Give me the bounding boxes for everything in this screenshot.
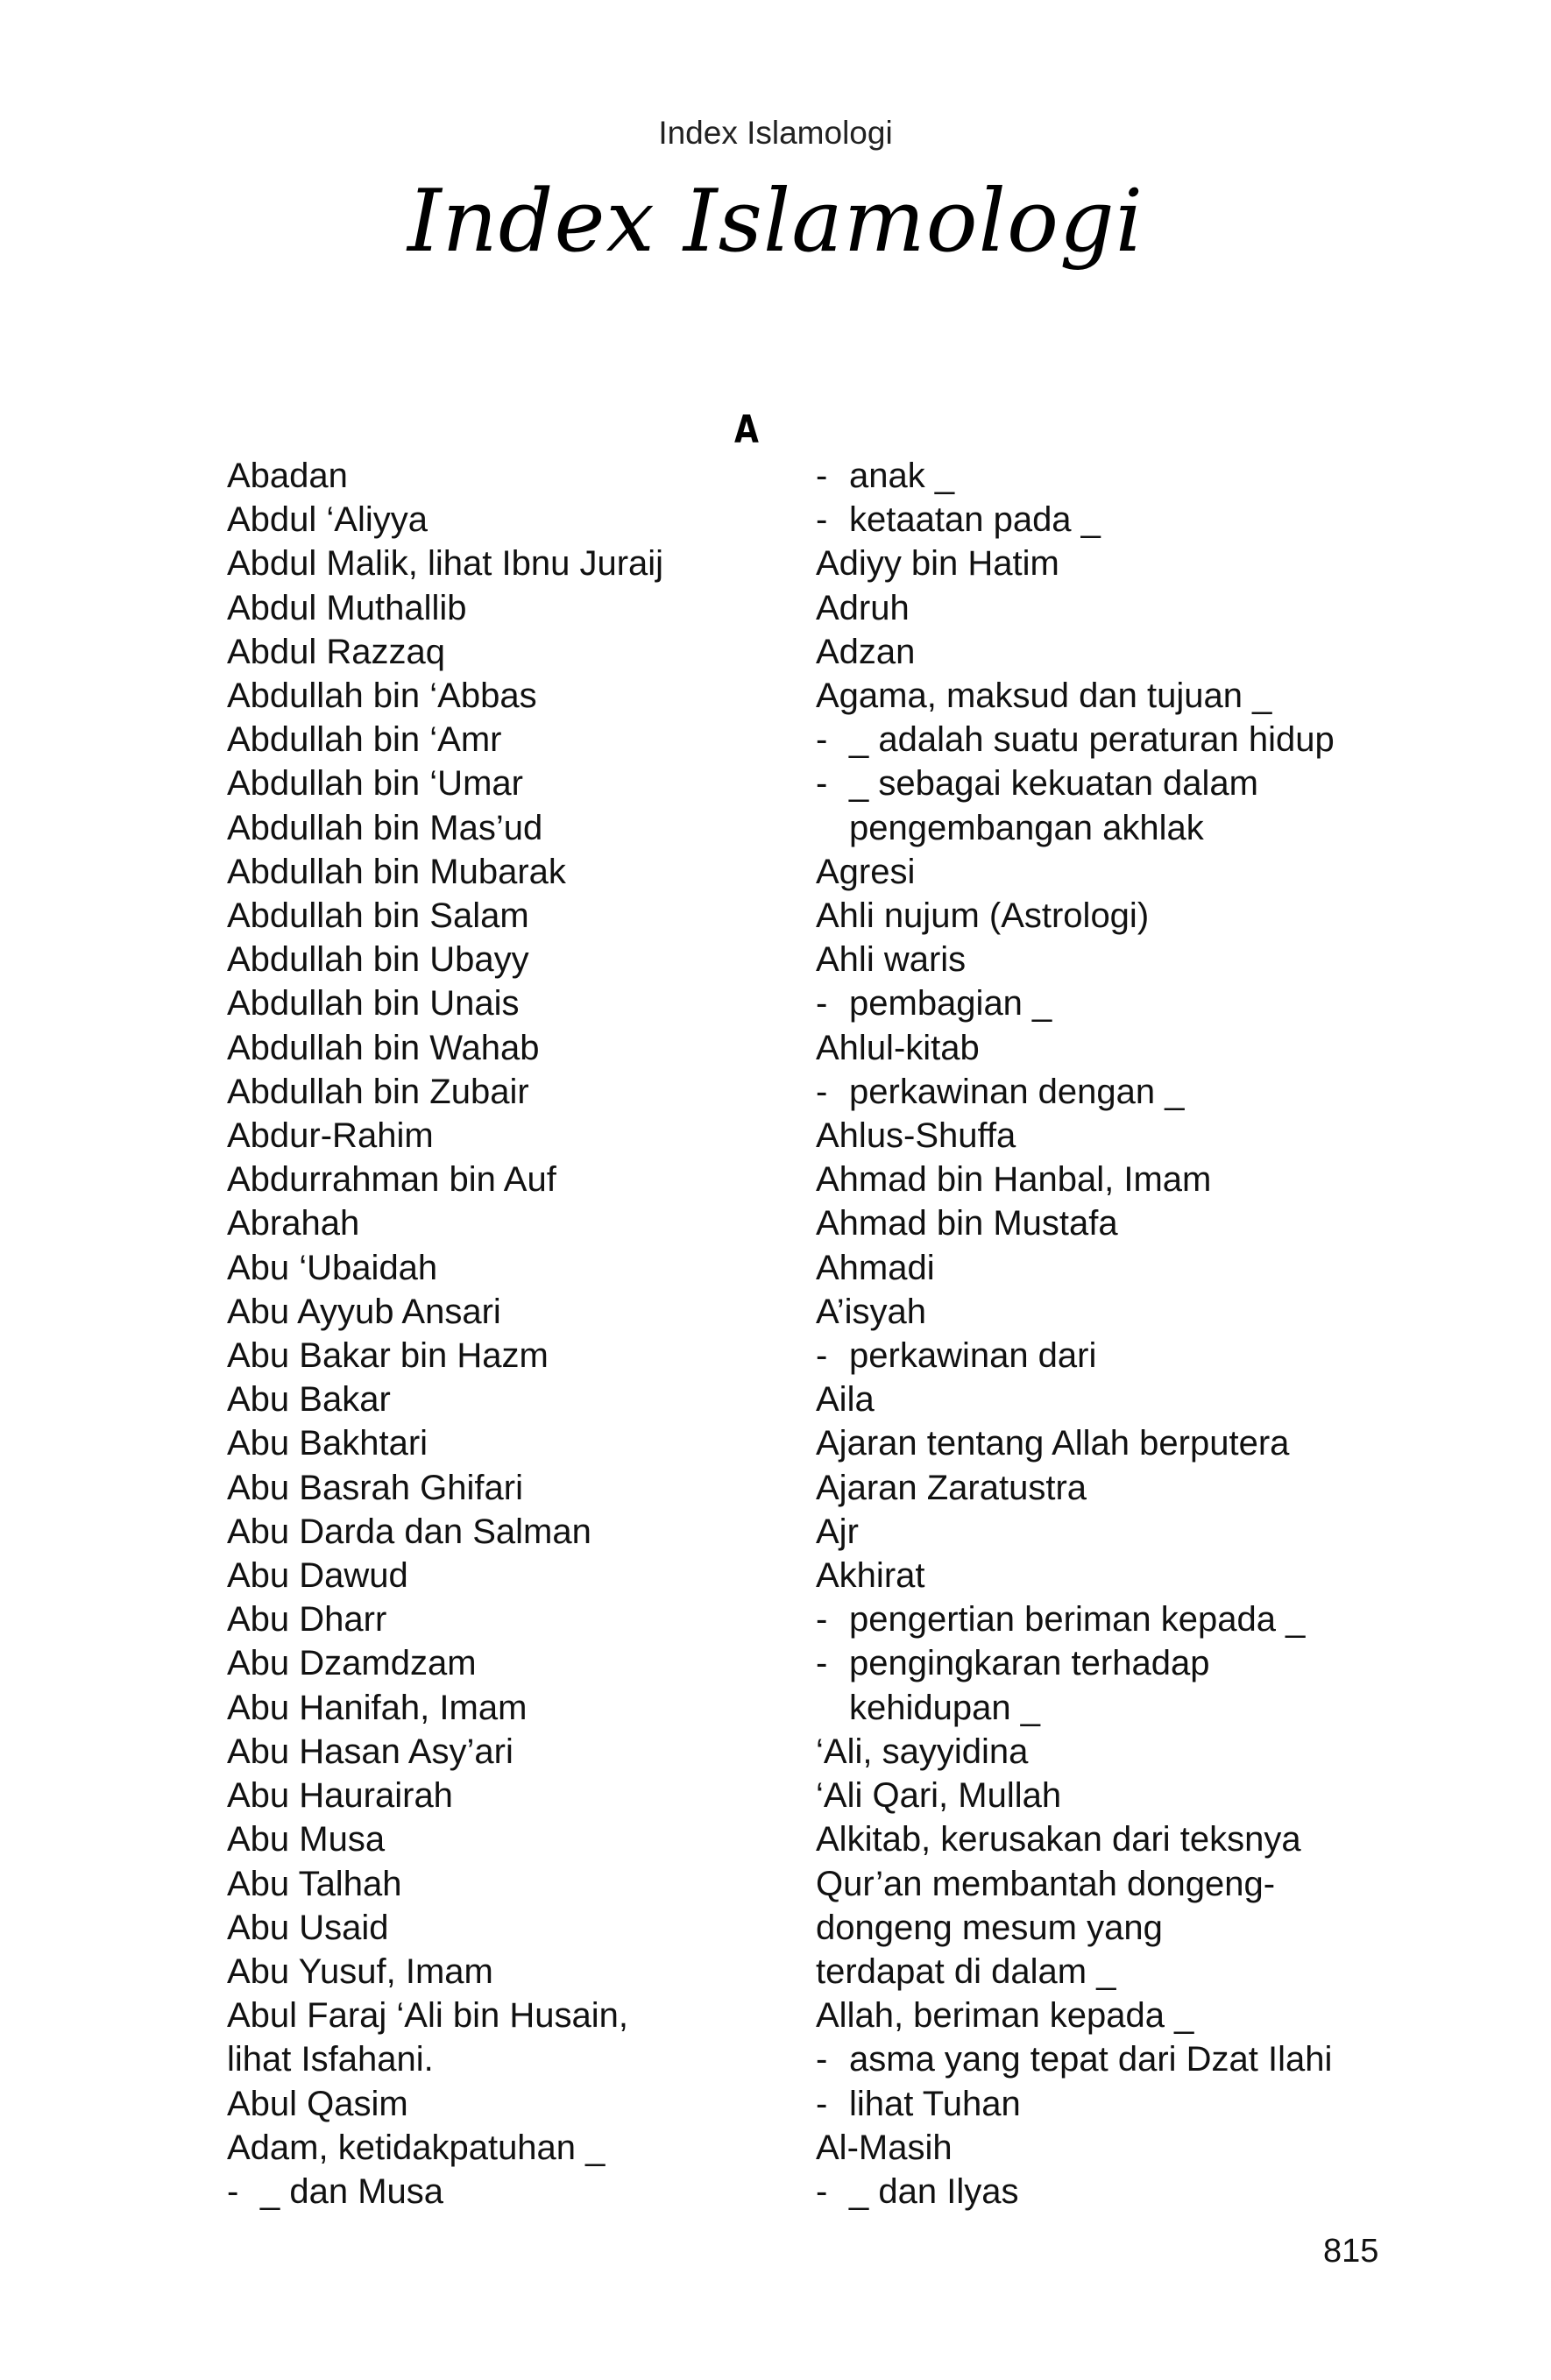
entry-text: Abul Faraj ‘Ali bin Husain, xyxy=(227,1996,628,2036)
entry-text: Abu Hasan Asy’ari xyxy=(227,1732,513,1771)
entry-text: Abu Basrah Ghifari xyxy=(227,1468,523,1507)
entry-text: Abul Qasim xyxy=(227,2084,408,2123)
entry-text: terdapat di dalam _ xyxy=(816,1951,1116,1991)
index-entry xyxy=(816,850,1377,894)
index-entry xyxy=(227,586,788,630)
index-entry xyxy=(816,2126,1377,2170)
subentry-dash: - xyxy=(227,2171,239,2211)
entry-text: Abu Haurairah xyxy=(227,1776,453,1816)
entry-text: Ahli waris xyxy=(816,940,967,980)
index-subentry xyxy=(816,1597,1377,1641)
entry-text: Ahlul-kitab xyxy=(816,1028,980,1067)
entry-text: _ sebagai kekuatan dalam xyxy=(849,764,1258,804)
entry-text: _ dan Musa xyxy=(260,2171,444,2211)
index-entry xyxy=(227,1906,788,1950)
index-entry xyxy=(816,1774,1377,1817)
section-letter: A xyxy=(734,407,759,452)
index-entry xyxy=(816,630,1377,674)
subentry-dash: - xyxy=(816,984,828,1024)
index-subentry xyxy=(816,454,1377,498)
entry-text: Abu Musa xyxy=(227,1820,386,1859)
entry-text: Abdullah bin Ubayy xyxy=(227,940,529,980)
index-subentry xyxy=(816,2082,1377,2126)
index-subentry xyxy=(816,761,1377,805)
index-entry xyxy=(227,1994,788,2037)
index-subentry xyxy=(816,1334,1377,1378)
entry-text: Adruh xyxy=(816,588,910,627)
entry-text: Abu Dzamdzam xyxy=(227,1644,477,1683)
entry-text: Adiyy bin Hatim xyxy=(816,544,1059,584)
index-entry xyxy=(227,498,788,542)
index-subentry xyxy=(816,718,1377,761)
entry-text: Abdullah bin Unais xyxy=(227,984,520,1024)
entry-text: Abu Talhah xyxy=(227,1864,402,1903)
index-entry xyxy=(227,2037,788,2081)
index-entry xyxy=(816,1950,1377,1994)
index-entry xyxy=(816,1554,1377,1597)
index-entry xyxy=(227,454,788,498)
entry-text: Abdullah bin Mas’ud xyxy=(227,808,543,847)
index-entry xyxy=(816,586,1377,630)
entry-text: Akhirat xyxy=(816,1556,925,1596)
entry-text: _ dan Ilyas xyxy=(849,2171,1019,2211)
entry-text: Ajr xyxy=(816,1512,859,1551)
index-entry xyxy=(227,1114,788,1158)
index-entry xyxy=(816,938,1377,981)
entry-text: lihat Tuhan xyxy=(849,2084,1021,2123)
entry-text: pembagian _ xyxy=(849,984,1052,1024)
entry-text: Abu Dharr xyxy=(227,1600,387,1640)
subentry-dash: - xyxy=(816,764,828,804)
index-subentry xyxy=(816,498,1377,542)
index-entry xyxy=(816,1730,1377,1774)
entry-text: Qur’an membantah dongeng- xyxy=(816,1864,1276,1903)
index-entry xyxy=(227,1070,788,1114)
index-entry xyxy=(816,1201,1377,1245)
index-entry xyxy=(227,1554,788,1597)
entry-text: Ajaran Zaratustra xyxy=(816,1468,1087,1507)
index-entry xyxy=(227,1421,788,1465)
index-entry xyxy=(816,674,1377,718)
entry-text: Abdul Muthallib xyxy=(227,588,467,627)
index-entry xyxy=(227,1641,788,1685)
entry-text: Ahmadi xyxy=(816,1248,935,1287)
index-column-right xyxy=(816,454,1377,2214)
entry-text: Ahmad bin Mustafa xyxy=(816,1204,1118,1243)
entry-text: Allah, beriman kepada _ xyxy=(816,1996,1194,2036)
entry-text: Abdullah bin ‘Amr xyxy=(227,720,502,760)
index-subentry xyxy=(816,981,1377,1025)
entry-text: Abdurrahman bin Auf xyxy=(227,1160,556,1200)
page-number: 815 xyxy=(1323,2233,1379,2270)
index-entry xyxy=(816,806,1377,850)
entry-text: pengertian beriman kepada _ xyxy=(849,1600,1306,1640)
entry-text: Abdullah bin ‘Umar xyxy=(227,764,523,804)
index-entry xyxy=(227,2126,788,2170)
index-entry xyxy=(816,894,1377,938)
entry-text: Abdur-Rahim xyxy=(227,1116,434,1156)
subentry-dash: - xyxy=(816,2040,828,2079)
entry-text: Abu ‘Ubaidah xyxy=(227,1248,438,1287)
index-entry xyxy=(227,1730,788,1774)
index-entry xyxy=(816,1026,1377,1070)
entry-text: Abdullah bin ‘Abbas xyxy=(227,676,537,716)
entry-text: Abdullah bin Mubarak xyxy=(227,852,566,891)
entry-text: Adzan xyxy=(816,632,916,671)
index-entry xyxy=(227,2082,788,2126)
index-entry xyxy=(227,542,788,585)
subentry-dash: - xyxy=(816,2084,828,2123)
entry-text: perkawinan dengan _ xyxy=(849,1072,1185,1111)
index-entry xyxy=(227,894,788,938)
entry-text: Abu Bakar xyxy=(227,1380,391,1420)
entry-text: Alkitab, kerusakan dari teksnya xyxy=(816,1820,1301,1859)
entry-text: pengingkaran terhadap xyxy=(849,1644,1210,1683)
entry-text: Abu Ayyub Ansari xyxy=(227,1292,501,1331)
entry-text: pengembangan akhlak xyxy=(849,808,1204,847)
index-entry xyxy=(227,850,788,894)
entry-text: ketaatan pada _ xyxy=(849,500,1101,540)
index-entry xyxy=(816,1817,1377,1861)
entry-text: Abu Usaid xyxy=(227,1908,389,1947)
entry-text: Agama, maksud dan tujuan _ xyxy=(816,676,1272,716)
entry-text: Aila xyxy=(816,1380,875,1420)
index-entry xyxy=(227,1597,788,1641)
index-entry xyxy=(816,1862,1377,1906)
entry-text: Ahli nujum (Astrologi) xyxy=(816,896,1150,936)
entry-text: Abu Hanifah, Imam xyxy=(227,1688,528,1727)
entry-text: _ adalah suatu peraturan hidup xyxy=(849,720,1335,760)
index-entry xyxy=(816,1378,1377,1421)
index-entry xyxy=(227,1378,788,1421)
index-entry xyxy=(227,1774,788,1817)
entry-text: Agresi xyxy=(816,852,916,891)
index-entry xyxy=(227,1466,788,1510)
entry-text: kehidupan _ xyxy=(849,1688,1040,1727)
index-subentry xyxy=(227,2170,788,2214)
index-entry xyxy=(227,1950,788,1994)
index-entry xyxy=(816,1246,1377,1290)
entry-text: Abrahah xyxy=(227,1204,360,1243)
index-entry xyxy=(816,1906,1377,1950)
index-column-left xyxy=(227,454,788,2214)
entry-text: Abdullah bin Wahab xyxy=(227,1028,540,1067)
entry-text: Abdul ‘Aliyya xyxy=(227,500,428,540)
entry-text: Abdullah bin Zubair xyxy=(227,1072,529,1111)
index-entry xyxy=(816,542,1377,585)
entry-text: lihat Isfahani. xyxy=(227,2040,434,2079)
index-entry xyxy=(816,1510,1377,1554)
index-entry xyxy=(816,1421,1377,1465)
subentry-dash: - xyxy=(816,500,828,540)
index-entry xyxy=(227,1862,788,1906)
index-entry xyxy=(227,674,788,718)
index-entry xyxy=(227,1158,788,1201)
index-entry xyxy=(227,938,788,981)
entry-text: Adam, ketidakpatuhan _ xyxy=(227,2128,606,2167)
index-entry xyxy=(227,1290,788,1334)
index-entry xyxy=(816,1994,1377,2037)
entry-text: anak _ xyxy=(849,457,955,495)
index-entry xyxy=(227,1510,788,1554)
entry-text: Abadan xyxy=(227,457,348,495)
index-entry xyxy=(816,1466,1377,1510)
index-entry xyxy=(227,630,788,674)
index-entry xyxy=(816,1290,1377,1334)
entry-text: ‘Ali, sayyidina xyxy=(816,1732,1029,1771)
subentry-dash: - xyxy=(816,720,828,760)
entry-text: Ahlus-Shuffa xyxy=(816,1116,1016,1156)
entry-text: dongeng mesum yang xyxy=(816,1908,1163,1947)
entry-text: perkawinan dari xyxy=(849,1336,1097,1376)
entry-text: Abu Bakhtari xyxy=(227,1424,428,1463)
subentry-dash: - xyxy=(816,1644,828,1683)
subentry-dash: - xyxy=(816,457,828,495)
index-entry xyxy=(227,1686,788,1730)
entry-text: Abdul Razzaq xyxy=(227,632,446,671)
index-entry xyxy=(227,1026,788,1070)
entry-text: Abu Yusuf, Imam xyxy=(227,1951,493,1991)
index-subentry xyxy=(816,1641,1377,1685)
index-entry xyxy=(227,1201,788,1245)
index-entry xyxy=(816,1114,1377,1158)
index-entry xyxy=(227,1334,788,1378)
index-entry xyxy=(227,981,788,1025)
subentry-dash: - xyxy=(816,1072,828,1111)
entry-text: Ajaran tentang Allah berputera xyxy=(816,1424,1290,1463)
index-entry xyxy=(227,718,788,761)
entry-text: asma yang tepat dari Dzat Ilahi xyxy=(849,2040,1333,2079)
subentry-dash: - xyxy=(816,2171,828,2211)
index-entry xyxy=(227,806,788,850)
subentry-dash: - xyxy=(816,1600,828,1640)
index-entry xyxy=(227,761,788,805)
entry-text: Abdul Malik, lihat Ibnu Juraij xyxy=(227,544,664,584)
entry-text: Abu Darda dan Salman xyxy=(227,1512,591,1551)
index-subentry xyxy=(816,1070,1377,1114)
entry-text: Ahmad bin Hanbal, Imam xyxy=(816,1160,1212,1200)
entry-text: Al-Masih xyxy=(816,2128,953,2167)
index-entry xyxy=(227,1817,788,1861)
index-subentry xyxy=(816,2170,1377,2214)
entry-text: A’isyah xyxy=(816,1292,926,1331)
index-entry xyxy=(816,1686,1377,1730)
entry-text: Abu Bakar bin Hazm xyxy=(227,1336,549,1376)
subentry-dash: - xyxy=(816,1336,828,1376)
index-entry xyxy=(227,1246,788,1290)
entry-text: ‘Ali Qari, Mullah xyxy=(816,1776,1062,1816)
entry-text: Abdullah bin Salam xyxy=(227,896,529,936)
index-subentry xyxy=(816,2037,1377,2081)
index-entry xyxy=(816,1158,1377,1201)
entry-text: Abu Dawud xyxy=(227,1556,408,1596)
running-head: Index Islamologi xyxy=(658,115,893,151)
page-title: Index Islamologi xyxy=(407,172,1144,272)
